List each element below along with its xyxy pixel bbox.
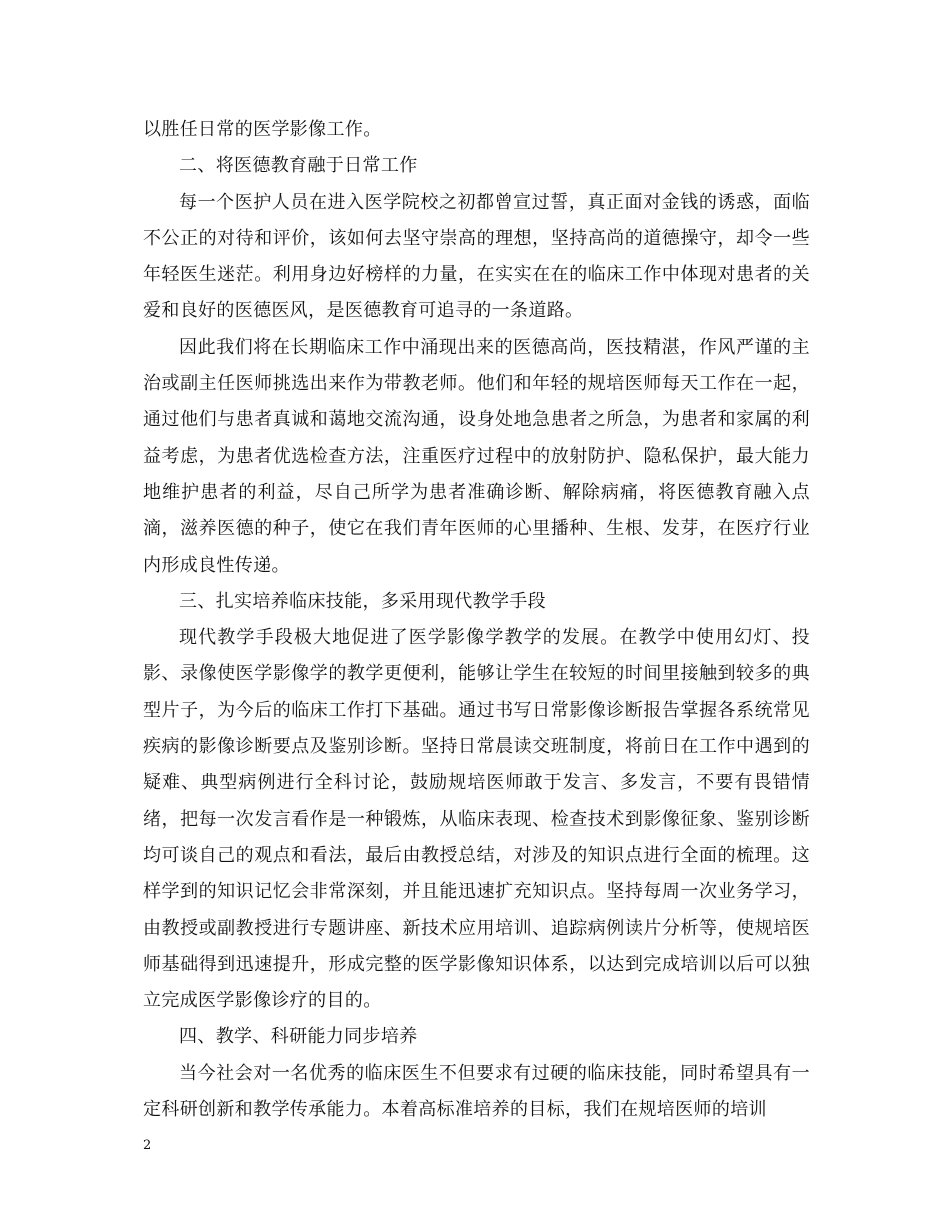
document-body: [143, 112, 810, 1128]
section-heading-ethics: 二、将医德教育融于日常工作: [179, 155, 418, 177]
paragraph-ethics-mentors: 因此我们将在长期临床工作中涌现出来的医德高尚，医技精湛，作风严谨的主治或副主任医师挑选出来作为带教老师。他们和年轻的规培医师每天工作在一起，通过他们与患者真诚和蔼地交流沟通，设身处地急患者之所急，为患者和家属的利益考虑，为患者优选检查方法，注重医疗过程中的放射防护、隐私保护，最大能力地维护患者的利益，尽自己所学为患者准确诊断、解除病痛，将医德教育融入点滴，滋养医德的种子，使它在我们青年医师的心里播种、生根、发芽，在医疗行业内形成良性传递。: [143, 336, 810, 576]
page-number: 2: [143, 1138, 152, 1153]
paragraph-ethics-oath: 每一个医护人员在进入医学院校之初都曾宣过誓，真正面对金钱的诱惑，面临不公正的对待和评价，该如何去坚守崇高的理想，坚持高尚的道德操守，却令一些年轻医生迷茫。利用身边好榜样的力量，在实实在在的临床工作中体现对患者的关爱和良好的医德医风，是医德教育可追寻的一条道路。: [143, 191, 810, 322]
section-heading-research: 四、教学、科研能力同步培养: [179, 1026, 418, 1048]
paragraph-continuation: 以胜任日常的医学影像工作。: [143, 119, 382, 140]
paragraph-modern-teaching: 现代教学手段极大地促进了医学影像学教学的发展。在教学中使用幻灯、投影、录像使医学影像学的教学更便利，能够让学生在较短的时间里接触到较多的典型片子，为今后的临床工作打下基础。通过书写日常影像诊断报告掌握各系统常见疾病的影像诊断要点及鉴别诊断。坚持日常晨读交班制度，将前日在工作中遇到的疑难、典型病例进行全科讨论，鼓励规培医师敢于发言、多发言，不要有畏错情绪，把每一次发言看作是一种锻炼，从临床表现、检查技术到影像征象、鉴别诊断均可谈自己的观点和看法，最后由教授总结，对涉及的知识点进行全面的梳理。这样学到的知识记忆会非常深刻，并且能迅速扩充知识点。坚持每周一次业务学习，由教授或副教授进行专题讲座、新技术应用培训、追踪病例读片分析等，使规培医师基础得到迅速提升，形成完整的医学影像知识体系，以达到完成培训以后可以独立完成医学影像诊疗的目的。: [143, 627, 810, 1012]
section-heading-clinical-skills: 三、扎实培养临床技能，多采用现代教学手段: [179, 590, 546, 612]
paragraph-research-teaching: 当今社会对一名优秀的临床医生不但要求有过硬的临床技能，同时希望具有一定科研创新和教学传承能力。本着高标准培养的目标，我们在规培医师的培训: [143, 1062, 810, 1121]
